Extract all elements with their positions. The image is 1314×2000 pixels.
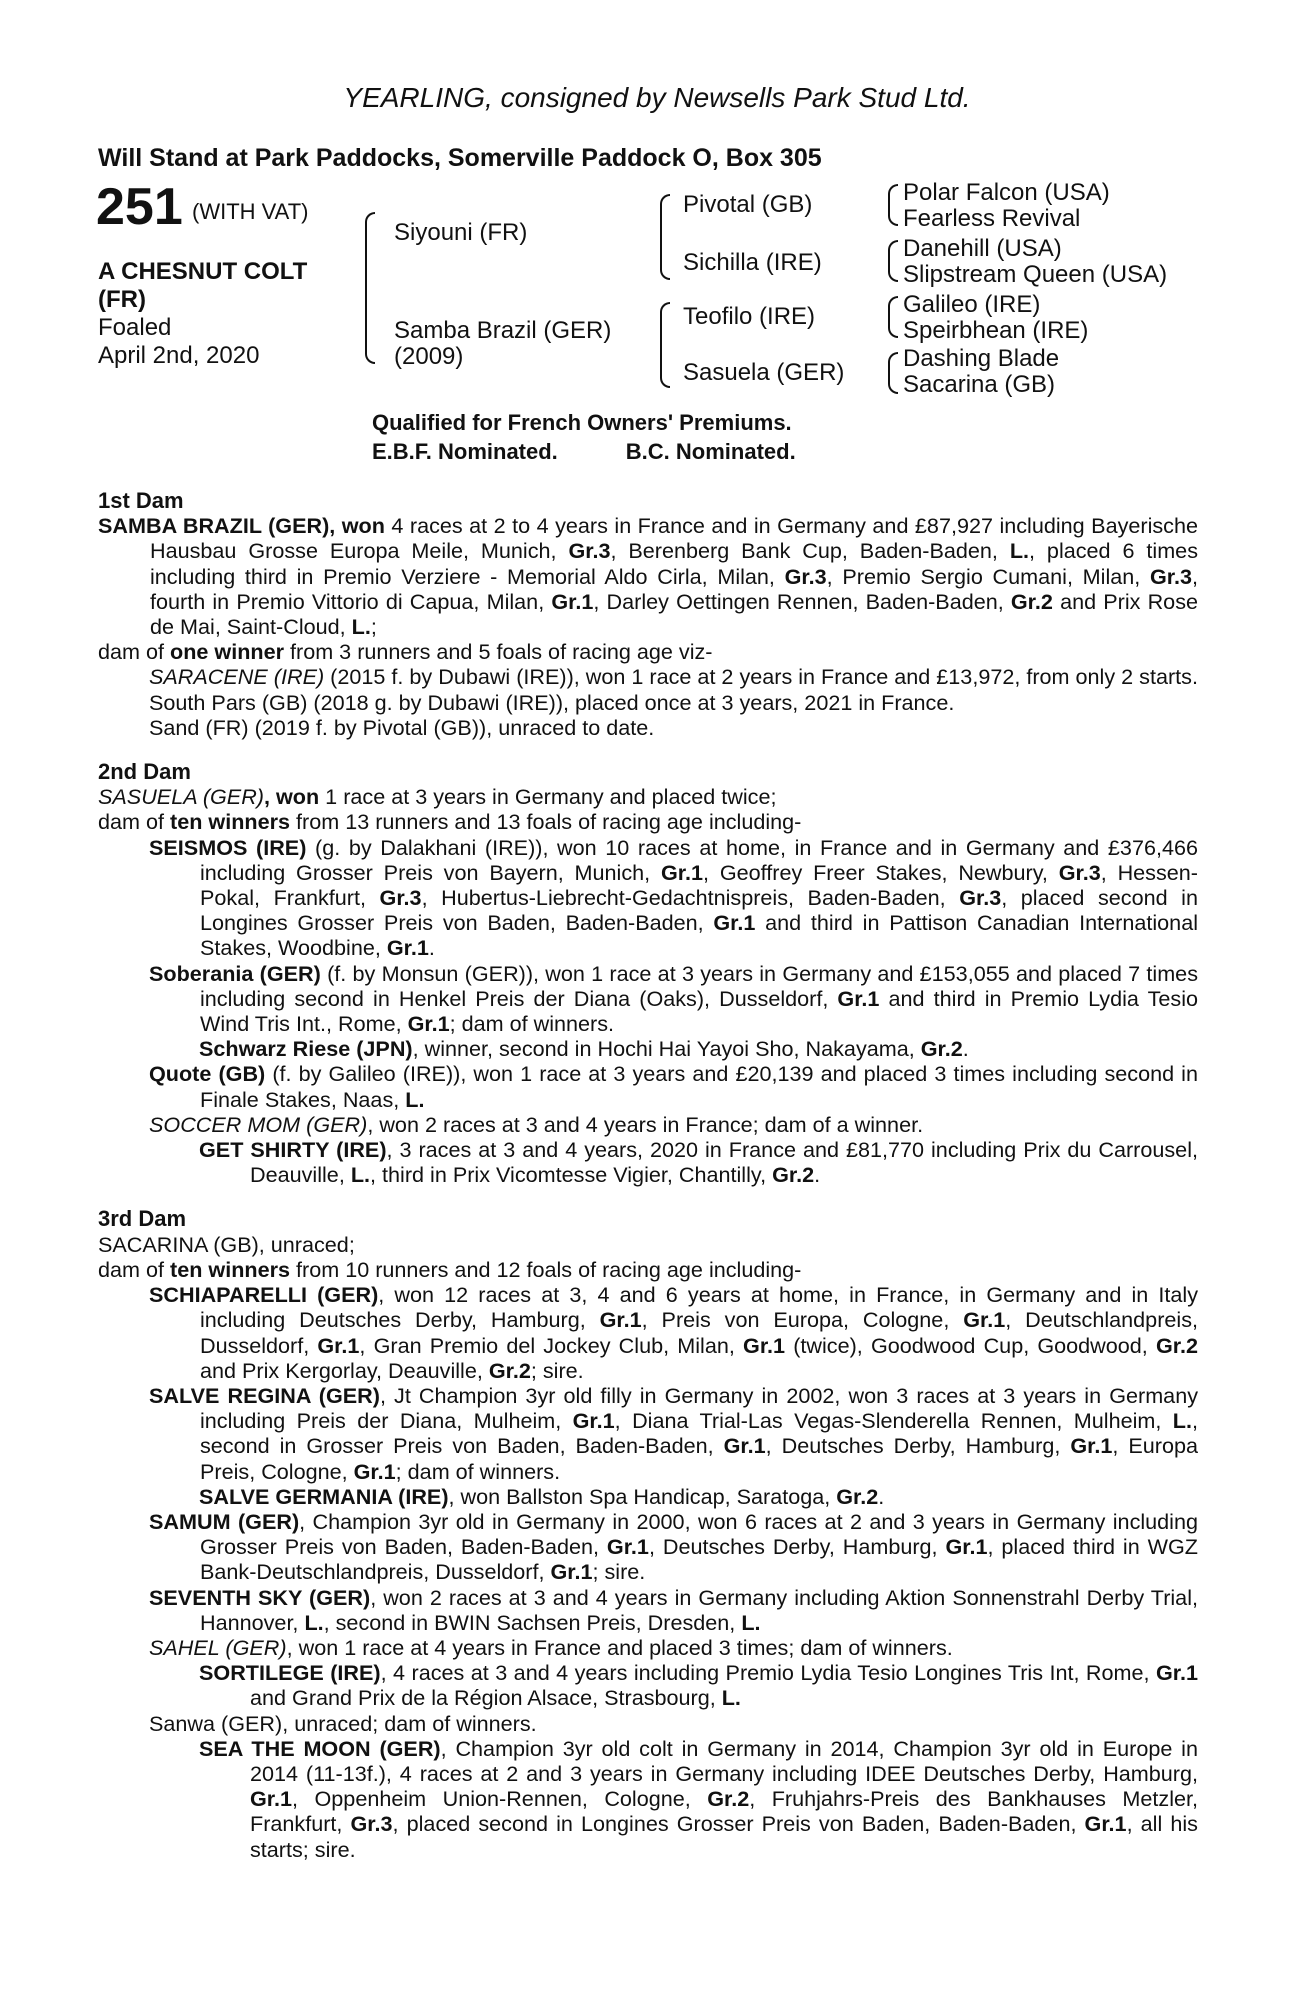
produce-entry: Sand (FR) (2019 f. by Pivotal (GB)), unraced to date. — [149, 714, 655, 740]
horse-name: Soberania (GER) — [149, 960, 321, 986]
produce-entry: SARACENE (IRE) (2015 f. by Dubawi (IRE)), won 1 race at 2 years in France and £13,972, from only 2 starts. — [149, 664, 1198, 690]
horse-title: A CHESNUT COLT — [98, 258, 308, 285]
horse-name: SAHEL (GER) — [149, 1634, 287, 1660]
horse-name: SARACENE (IRE) — [149, 664, 325, 690]
pedigree-g-ds-sire: Galileo (IRE) — [903, 291, 1041, 318]
pedigree-dam-year: (2009) — [394, 343, 464, 370]
produce-entry: SALVE GERMANIA (IRE), won Ballston Spa Handicap, Saratoga, Gr.2. — [199, 1483, 885, 1509]
pedigree-g-ss-dam: Fearless Revival — [903, 205, 1081, 232]
produce-entry: Sanwa (GER), unraced; dam of winners. — [149, 1710, 537, 1736]
horse-name: SEISMOS (IRE) — [149, 834, 307, 860]
horse-name: Quote (GB) — [149, 1061, 266, 1087]
pedigree-g-ss-sire: Polar Falcon (USA) — [903, 179, 1110, 206]
horse-name: SALVE GERMANIA (IRE) — [199, 1483, 449, 1509]
produce-entry: SALVE REGINA (GER), Jt Champion 3yr old filly in Germany in 2002, won 3 races at 3 years in Germany including Preis der Diana, Mulheim, Gr.1, Diana Trial-Las Vegas-Slenderella Rennen, Mulheim, L., second in Grosser Preis von Baden, Baden-Baden, Gr.1, Deutsches Derby, Hamburg, Gr.1, Europa Preis, Cologne, Gr.1; dam of winners. — [149, 1382, 1198, 1484]
produce-entry: SEISMOS (IRE) (g. by Dalakhani (IRE)), won 10 races at home, in France and in Germany and £376,466 including Grosser Preis von Bayern, Munich, Gr.1, Geoffrey Freer Stakes, Newbury, Gr.3, Hessen-Pokal, Frankfurt, Gr.3, Hubertus-Liebrecht-Gedachtnispreis, Baden-Baden, Gr.3, placed second in Longines Grosser Preis von Baden, Baden-Baden, Gr.1 and third in Pattison Canadian International Stakes, Woodbine, Gr.1. — [149, 834, 1198, 961]
section-heading: 2nd Dam — [98, 759, 191, 785]
nominations-line — [372, 437, 796, 466]
pedigree-dam-sire: Teofilo (IRE) — [683, 303, 816, 330]
dam-entry: SASUELA (GER), won 1 race at 3 years in Germany and placed twice; — [98, 784, 777, 810]
dam-entry: SAMBA BRAZIL (GER), won 4 races at 2 to 4 years in France and in Germany and £87,927 including Bayerische Hausbau Grosse Europa Meile, Munich, Gr.3, Berenberg Bank Cup, Baden-Baden, L., placed 6 times including third in Premio Verziere - Memorial Aldo Cirla, Milan, Gr.3, Premio Sergio Cumani, Milan, Gr.3, fourth in Premio Vittorio di Capua, Milan, Gr.1, Darley Oettingen Rennen, Baden-Baden, Gr.2 and Prix Rose de Mai, Saint-Cloud, L.; — [98, 513, 1199, 640]
pedigree-brace-sire — [660, 194, 670, 280]
produce-entry: SORTILEGE (IRE), 4 races at 3 and 4 years including Premio Lydia Tesio Longines Tris Int, Rome, Gr.1 and Grand Prix de la Région Alsace, Strasbourg, L. — [199, 1660, 1198, 1711]
horse-name: SASUELA (GER) — [98, 784, 264, 810]
produce-entry: Quote (GB) (f. by Galileo (IRE)), won 1 race at 3 years and £20,139 and placed 3 times including second in Finale Stakes, Naas, L. — [149, 1061, 1198, 1112]
horse-name: GET SHIRTY (IRE) — [199, 1137, 387, 1163]
pedigree-brace-g4 — [888, 352, 898, 394]
produce-entry: GET SHIRTY (IRE), 3 races at 3 and 4 years, 2020 in France and £81,770 including Prix du Carrousel, Deauville, L., third in Prix Vicomtesse Vigier, Chantilly, Gr.2. — [199, 1137, 1198, 1188]
dam-entry: SACARINA (GB), unraced; — [98, 1231, 355, 1257]
qualifiers — [372, 408, 796, 466]
produce-entry: South Pars (GB) (2018 g. by Dubawi (IRE)), placed once at 3 years, 2021 in France. — [149, 689, 955, 715]
produce-entry: SEVENTH SKY (GER), won 2 races at 3 and 4 years in Germany including Aktion Sonnenstrahl Derby Trial, Hannover, L., second in BWIN Sachsen Preis, Dresden, L. — [149, 1584, 1198, 1635]
dam-of-line: dam of one winner from 3 runners and 5 foals of racing age viz- — [98, 639, 713, 665]
pedigree-brace-g1 — [888, 184, 898, 226]
pedigree-sire-sire: Pivotal (GB) — [683, 191, 813, 218]
horse-name: SEVENTH SKY (GER) — [149, 1584, 371, 1610]
lot-number: 251 — [96, 178, 183, 236]
pedigree-brace-dam — [660, 302, 670, 388]
pedigree-sire-dam: Sichilla (IRE) — [683, 249, 822, 276]
produce-entry: SAHEL (GER), won 1 race at 4 years in France and placed 3 times; dam of winners. — [149, 1634, 953, 1660]
consignment-line: YEARLING, consigned by Newsells Park Stud Ltd. — [343, 82, 971, 113]
horse-name: SCHIAPARELLI (GER) — [149, 1282, 379, 1308]
vat-label: (WITH VAT) — [192, 199, 309, 224]
pedigree-g-ds-dam: Speirbhean (IRE) — [903, 317, 1089, 344]
dam-of-line: dam of ten winners from 13 runners and 13 foals of racing age including- — [98, 809, 802, 835]
french-premiums-line: Qualified for French Owners' Premiums. — [372, 410, 792, 435]
horse-description — [98, 258, 358, 370]
horse-name: SALVE REGINA (GER) — [149, 1382, 380, 1408]
produce-entry: SCHIAPARELLI (GER), won 12 races at 3, 4 and 6 years at home, in France, in Germany and in Italy including Deutsches Derby, Hamburg, Gr.1, Preis von Europa, Cologne, Gr.1, Deutschlandpreis, Dusseldorf, Gr.1, Gran Premio del Jockey Club, Milan, Gr.1 (twice), Goodwood Cup, Goodwood, Gr.2 and Prix Kergorlay, Deauville, Gr.2; sire. — [149, 1282, 1199, 1383]
horse-name: SEA THE MOON (GER) — [199, 1735, 441, 1761]
pedigree-g-sd-dam: Slipstream Queen (USA) — [903, 261, 1168, 288]
pedigree-g-dd-sire: Dashing Blade — [903, 345, 1060, 372]
foaled-label: Foaled — [98, 314, 172, 341]
pedigree-text — [98, 488, 1198, 1862]
produce-entry: Schwarz Riese (JPN), winner, second in Hochi Hai Yayoi Sho, Nakayama, Gr.2. — [199, 1036, 969, 1062]
ebf-nominated: E.B.F. Nominated. — [372, 439, 558, 464]
produce-entry: SOCCER MOM (GER), won 2 races at 3 and 4 years in France; dam of a winner. — [149, 1111, 924, 1137]
section-heading: 3rd Dam — [98, 1206, 187, 1232]
pedigree-dam: Samba Brazil (GER) — [394, 317, 612, 344]
pedigree-sire: Siyouni (FR) — [394, 219, 528, 246]
pedigree-brace-main — [365, 212, 375, 364]
foaled-date: April 2nd, 2020 — [98, 342, 260, 369]
produce-entry: SEA THE MOON (GER), Champion 3yr old colt in Germany in 2014, Champion 3yr old in Europe in 2014 (11-13f.), 4 races at 2 and 3 years in Germany including IDEE Deutsches Derby, Hamburg, Gr.1, Oppenheim Union-Rennen, Cologne, Gr.2, Fruhjahrs-Preis des Bankhauses Metzler, Frankfurt, Gr.3, placed second in Longines Grosser Preis von Baden, Baden-Baden, Gr.1, all his starts; sire. — [199, 1735, 1198, 1862]
stand-location: Will Stand at Park Paddocks, Somerville Paddock O, Box 305 — [98, 144, 822, 172]
section-heading: 1st Dam — [98, 488, 184, 513]
pedigree-brace-g2 — [888, 240, 898, 282]
produce-entry: SAMUM (GER), Champion 3yr old in Germany in 2000, won 6 races at 2 and 3 years in Germany including Grosser Preis von Baden, Baden-Baden, Gr.1, Deutsches Derby, Hamburg, Gr.1, placed third in WGZ Bank-Deutschlandpreis, Dusseldorf, Gr.1; sire. — [149, 1508, 1198, 1585]
pedigree-dam-dam: Sasuela (GER) — [683, 359, 845, 386]
produce-entry: Soberania (GER) (f. by Monsun (GER)), won 1 race at 3 years in Germany and £153,055 and placed 7 times including second in Henkel Preis der Diana (Oaks), Dusseldorf, Gr.1 and third in Premio Lydia Tesio Wind Tris Int., Rome, Gr.1; dam of winners. — [149, 960, 1198, 1037]
pedigree-g-sd-sire: Danehill (USA) — [903, 235, 1062, 262]
pedigree-brace-g3 — [888, 296, 898, 338]
horse-name: SOCCER MOM (GER) — [149, 1111, 368, 1137]
pedigree-g-dd-dam: Sacarina (GB) — [903, 371, 1056, 398]
dam-of-line: dam of ten winners from 10 runners and 12 foals of racing age including- — [98, 1256, 802, 1282]
horse-name: SORTILEGE (IRE) — [199, 1660, 381, 1686]
horse-name: SAMBA BRAZIL (GER) — [98, 513, 330, 539]
horse-name: Schwarz Riese (JPN) — [199, 1036, 413, 1062]
horse-country: (FR) — [98, 286, 146, 313]
horse-name: SAMUM (GER) — [149, 1508, 300, 1534]
bc-nominated: B.C. Nominated. — [625, 439, 796, 464]
